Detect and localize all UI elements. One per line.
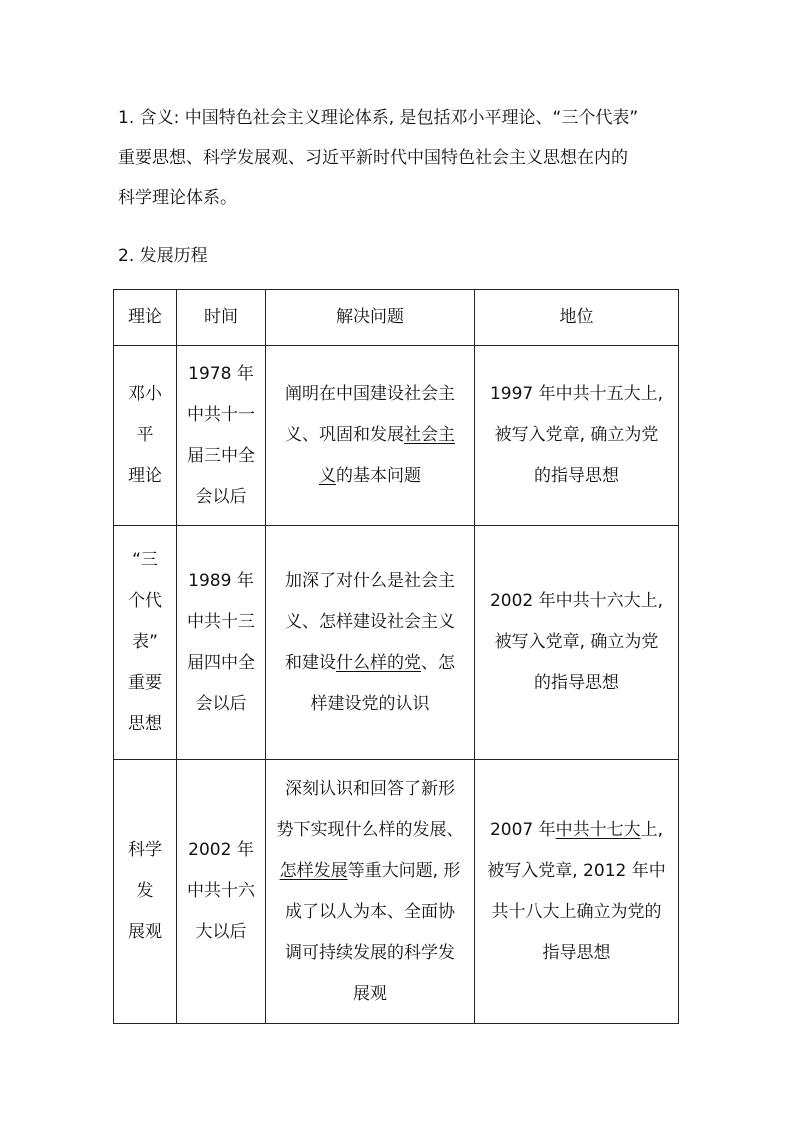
header-time: 时间: [177, 290, 266, 346]
text-line: 被写入党章, 确立为党: [494, 632, 659, 652]
text-line: 大以后: [195, 922, 247, 942]
text-line: 成了以人为本、全面协: [285, 901, 455, 922]
text-line: 会以后: [195, 693, 247, 714]
text-line: 1. 含义: 中国特色社会主义理论体系, 是包括邓小平理论、“三个代表”: [118, 108, 639, 128]
cell-problem: [266, 346, 475, 526]
text-line: 重要: [128, 673, 162, 693]
text-line: 科学: [128, 840, 162, 860]
cell-theory: [114, 760, 177, 1024]
text-line: 发: [136, 881, 154, 901]
text-line: 的指导思想: [534, 466, 619, 486]
text-line: 邓小: [128, 384, 162, 404]
cell-problem: [266, 526, 475, 760]
development-history-table: [113, 289, 679, 1024]
text-span: 义、巩固和发展: [285, 425, 404, 445]
text-line: 2002 年中共十六大上,: [489, 591, 664, 611]
text-line: 科学理论体系。: [118, 188, 237, 208]
table-header-row: [114, 290, 679, 346]
text-line: [266, 643, 474, 684]
text-line: 中共十一: [187, 404, 255, 425]
text-line: [266, 456, 474, 497]
intro-paragraph-2: 2. 发展历程: [118, 246, 208, 266]
text-line: 思想: [128, 714, 162, 734]
text-line: 平: [136, 425, 154, 445]
text-line: 展观: [353, 983, 387, 1004]
text-line: 势下实现什么样的发展、: [276, 819, 464, 840]
table-row: [114, 346, 679, 526]
underlined-text: 中共十七大: [555, 819, 641, 840]
text-span: 2007 年: [489, 819, 556, 840]
text-line: “三: [132, 550, 158, 570]
text-line: 届四中全: [187, 652, 255, 673]
text-line: [266, 415, 474, 456]
text-line: 共十八大上确立为党的: [491, 901, 662, 922]
text-line: 会以后: [195, 486, 247, 507]
intro-paragraph-1: [118, 98, 718, 218]
text-line: 深刻认识和回答了新形: [285, 778, 455, 799]
text-line: [266, 851, 474, 892]
text-line: 阐明在中国建设社会主: [285, 384, 455, 404]
header-status: 地位: [475, 290, 679, 346]
text-line: 被写入党章, 2012 年中: [487, 860, 666, 881]
text-line: 加深了对什么是社会主: [285, 570, 455, 591]
text-span: 的基本问题: [336, 466, 421, 486]
text-line: 1997 年中共十五大上,: [489, 384, 664, 404]
text-span: 等重大问题, 形: [347, 860, 461, 881]
cell-problem: [266, 760, 475, 1024]
text-span: 和建设: [285, 652, 336, 673]
text-line: [475, 810, 678, 851]
text-span: 、怎: [421, 652, 455, 673]
table-row: [114, 526, 679, 760]
underlined-text: 怎样发展: [279, 860, 348, 881]
cell-time: [177, 346, 266, 526]
table-row: [114, 760, 679, 1024]
cell-status: [475, 760, 679, 1024]
cell-status: [475, 346, 679, 526]
text-line: 被写入党章, 确立为党: [494, 425, 659, 445]
underlined-text: 社会主: [404, 425, 455, 445]
text-line: 个代: [128, 591, 162, 611]
text-line: 的指导思想: [534, 673, 619, 693]
text-span: 上,: [640, 819, 664, 840]
header-theory: 理论: [114, 290, 177, 346]
cell-theory: [114, 526, 177, 760]
text-line: 展观: [128, 922, 162, 942]
cell-time: [177, 760, 266, 1024]
text-line: 届三中全: [187, 445, 255, 466]
text-line: 2002 年: [188, 840, 254, 860]
text-line: 1989 年: [188, 570, 254, 591]
underlined-text: 义: [319, 466, 336, 486]
text-line: 中共十六: [187, 881, 255, 901]
text-line: 1978 年: [188, 363, 254, 384]
text-line: 指导思想: [542, 942, 611, 963]
text-line: 样建设党的认识: [310, 693, 430, 714]
text-line: 表”: [132, 632, 158, 652]
cell-time: [177, 526, 266, 760]
text-line: 理论: [128, 466, 162, 486]
text-line: 重要思想、科学发展观、习近平新时代中国特色社会主义思想在内的: [118, 148, 628, 168]
cell-theory: [114, 346, 177, 526]
underlined-text: 什么样的党: [336, 652, 421, 673]
text-line: 调可持续发展的科学发: [285, 942, 455, 963]
cell-status: [475, 526, 679, 760]
text-line: 中共十三: [187, 611, 255, 632]
header-problem: 解决问题: [266, 290, 475, 346]
text-line: 义、怎样建设社会主义: [285, 611, 455, 632]
